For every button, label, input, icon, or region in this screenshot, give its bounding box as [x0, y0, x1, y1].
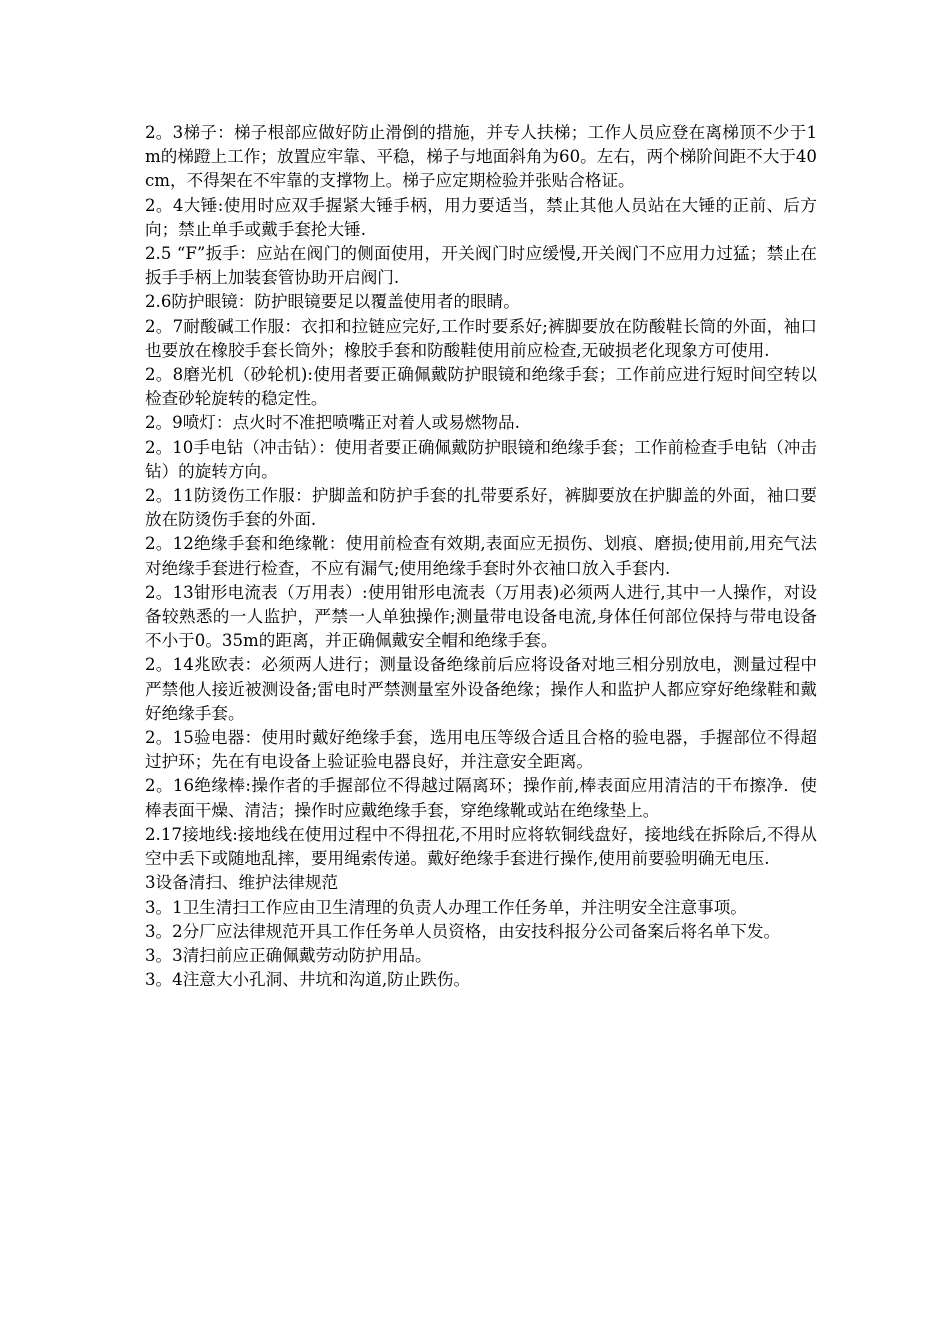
paragraph-2-17-ground-wire: 2.17接地线:接地线在使用过程中不得扭花,不用时应将软铜线盘好，接地线在拆除后,不得从空中丢下或随地乱摔，要用绳索传递。戴好绝缘手套进行操作,使用前要验明确无电压.: [145, 824, 817, 869]
section-heading-3: 3设备清扫、维护法律规范: [145, 873, 339, 893]
paragraph-2-16-insulating-rod: 2。16绝缘棒:操作者的手握部位不得越过隔离环；操作前,棒表面应用清洁的干布擦净．使棒表面干燥、清洁；操作时应戴绝缘手套，穿绝缘靴或站在绝缘垫上。: [145, 776, 817, 820]
document-body: [145, 121, 817, 992]
paragraph-2-3-ladder: 2。3梯子：梯子根部应做好防止滑倒的措施，并专人扶梯；工作人员应登在离梯顶不少于1m的梯蹬上工作；放置应牢靠、平稳，梯子与地面斜角为60。左右，两个梯阶间距不大于40cm，不得架在不牢靠的支撑物上。梯子应定期检验并张贴合格证。: [145, 123, 817, 191]
paragraph-3-1: 3。1卫生清扫工作应由卫生清理的负责人办理工作任务单，并注明安全注意事项。: [145, 897, 747, 917]
paragraph-2-6-goggles: 2.6防护眼镜：防护眼镜要足以覆盖使用者的眼睛。: [145, 292, 520, 312]
paragraph-2-10-drill: 2。10手电钻（冲击钻）：使用者要正确佩戴防护眼镜和绝缘手套；工作前检查手电钻（冲击钻）的旋转方向。: [145, 437, 817, 481]
paragraph-3-3: 3。3清扫前应正确佩戴劳动防护用品。: [145, 945, 432, 965]
paragraph-3-4: 3。4注意大小孔洞、井坑和沟道,防止跌伤。: [145, 970, 471, 990]
paragraph-2-14-megohmmeter: 2。14兆欧表：必须两人进行；测量设备绝缘前后应将设备对地三相分别放电，测量过程中严禁他人接近被测设备;雷电时严禁测量室外设备绝缘；操作人和监护人都应穿好绝缘鞋和戴好绝缘手套。: [145, 655, 817, 723]
paragraph-2-9-blowtorch: 2。9喷灯：点火时不准把喷嘴正对着人或易燃物品.: [145, 413, 520, 433]
paragraph-2-12-insulated-gloves: 2。12绝缘手套和绝缘靴：使用前检查有效期,表面应无损伤、划痕、磨损;使用前,用充气法对绝缘手套进行检查，不应有漏气;使用绝缘手套时外衣袖口放入手套内.: [145, 534, 817, 578]
paragraph-2-4-sledgehammer: 2。4大锤:使用时应双手握紧大锤手柄，用力要适当，禁止其他人员站在大锤的正前、后方向；禁止单手或戴手套抡大锤.: [145, 195, 817, 239]
paragraph-2-11-burn-suit: 2。11防烫伤工作服：护脚盖和防护手套的扎带要系好，裤脚要放在护脚盖的外面，袖口要放在防烫伤手套的外面.: [145, 486, 817, 530]
paragraph-2-8-grinder: 2。8磨光机（砂轮机):使用者要正确佩戴防护眼镜和绝缘手套；工作前应进行短时间空转以检查砂轮旋转的稳定性。: [145, 365, 817, 409]
paragraph-2-15-voltage-tester: 2。15验电器：使用时戴好绝缘手套，选用电压等级合适且合格的验电器，手握部位不得超过护环；先在有电设备上验证验电器良好，并注意安全距离。: [145, 728, 817, 772]
paragraph-2-7-acid-suit: 2。7耐酸碱工作服：衣扣和拉链应完好,工作时要系好;裤脚要放在防酸鞋长筒的外面，袖口也要放在橡胶手套长筒外；橡胶手套和防酸鞋使用前应检查,无破损老化现象方可使用.: [145, 316, 817, 360]
paragraph-3-2: 3。2分厂应法律规范开具工作任务单人员资格，由安技科报分公司备案后将名单下发。: [145, 921, 781, 941]
paragraph-2-5-f-wrench: 2.5 “F”扳手：应站在阀门的侧面使用，开关阀门时应缓慢,开关阀门不应用力过猛；禁止在扳手手柄上加装套管协助开启阀门.: [145, 244, 817, 288]
paragraph-2-13-clamp-meter: 2。13钳形电流表（万用表）:使用钳形电流表（万用表)必须两人进行,其中一人操作，对设备较熟悉的一人监护，严禁一人单独操作;测量带电设备电流,身体任何部位保持与带电设备不小于0。35m的距离，并正确佩戴安全帽和绝缘手套。: [145, 582, 817, 651]
